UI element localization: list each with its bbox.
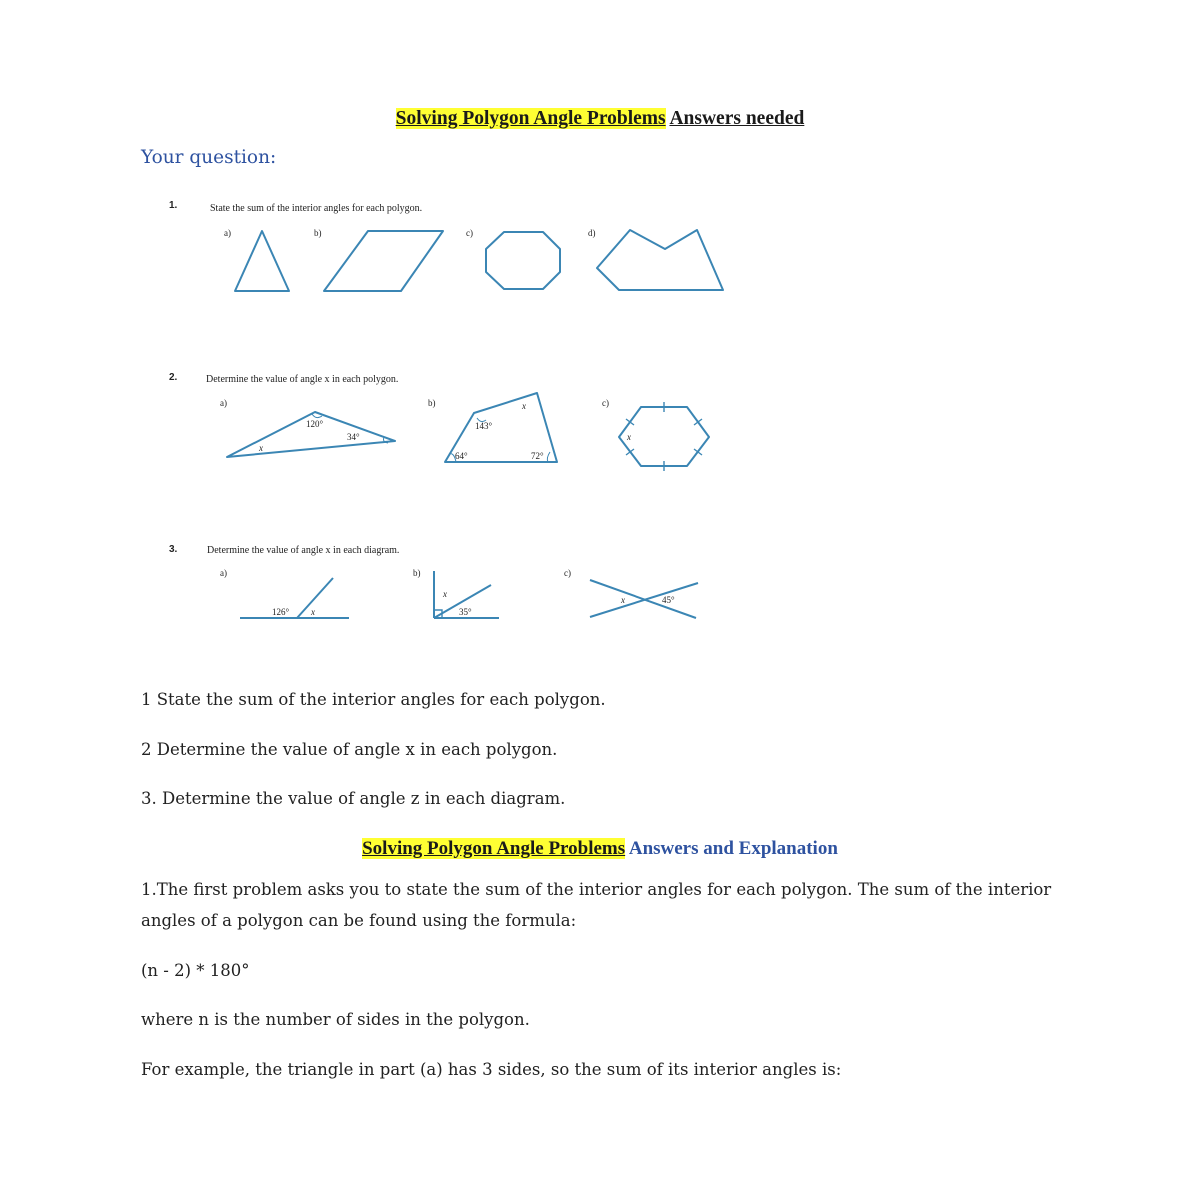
q3b-label-x: x: [443, 589, 447, 599]
q1-octagon: [486, 232, 560, 289]
q3-text: Determine the value of angle x in each diagram.: [207, 545, 400, 556]
answer-paragraph-1: 1.The first problem asks you to state the sum of the interior angles for each polygon. The sum of the interior angles of a polygon can be found using the formula:: [141, 880, 1052, 930]
q3-number: 3.: [169, 544, 178, 555]
answers-title-highlight: Solving Polygon Angle Problems: [362, 838, 626, 859]
q2-number: 2.: [169, 372, 178, 383]
question-2: 2 Determine the value of angle x in each polygon.: [141, 740, 558, 759]
q3b-label-35: 35°: [459, 607, 472, 617]
q2c-label-x: x: [627, 432, 631, 442]
q2-part-a: a): [220, 398, 227, 408]
q2-hexagon: [619, 407, 709, 466]
answer-where: where n is the number of sides in the polygon.: [141, 1010, 530, 1029]
answer-example: For example, the triangle in part (a) has 3 sides, so the sum of its interior angles is:: [141, 1060, 842, 1079]
q1-number: 1.: [169, 200, 178, 211]
q2-part-c: c): [602, 398, 609, 408]
title-highlight: Solving Polygon Angle Problems: [395, 108, 666, 129]
q3c-label-45: 45°: [662, 595, 675, 605]
q2a-label-120: 120°: [306, 419, 324, 429]
q3a-label-x: x: [311, 607, 315, 617]
q2b-label-64: 64°: [455, 451, 468, 461]
q1-part-d: d): [588, 228, 596, 238]
title-suffix: Answers needed: [669, 108, 805, 129]
q1-triangle: [235, 231, 289, 291]
q2b-arc-72: [547, 452, 550, 462]
q1-concave-polygon: [597, 230, 723, 290]
question-3: 3. Determine the value of angle z in each diagram.: [141, 789, 566, 808]
q2-part-b: b): [428, 398, 436, 408]
q3-part-a: a): [220, 568, 227, 578]
q3a-label-126: 126°: [272, 607, 290, 617]
q3a-ray: [297, 578, 333, 618]
q1-text: State the sum of the interior angles for each polygon.: [210, 203, 423, 214]
q1-parallelogram: [324, 231, 443, 291]
q1-part-c: c): [466, 228, 473, 238]
q2b-label-x: x: [522, 401, 526, 411]
answers-title-suffix: Answers and Explanation: [628, 838, 838, 859]
q2a-label-34: 34°: [347, 432, 360, 442]
q1-part-a: a): [224, 228, 231, 238]
q3c-label-x: x: [621, 595, 625, 605]
q2b-label-143: 143°: [475, 421, 493, 431]
q3-part-c: c): [564, 568, 571, 578]
q2-text: Determine the value of angle x in each polygon.: [206, 374, 399, 385]
answers-title: [0, 838, 1200, 860]
question-1: 1 State the sum of the interior angles for each polygon.: [141, 690, 606, 709]
your-question-label: Your question:: [141, 147, 277, 168]
q2a-label-x: x: [259, 443, 263, 453]
q3-part-b: b): [413, 568, 421, 578]
q2b-label-72: 72°: [531, 451, 544, 461]
answer-formula: (n - 2) * 180°: [141, 961, 250, 980]
q1-part-b: b): [314, 228, 322, 238]
